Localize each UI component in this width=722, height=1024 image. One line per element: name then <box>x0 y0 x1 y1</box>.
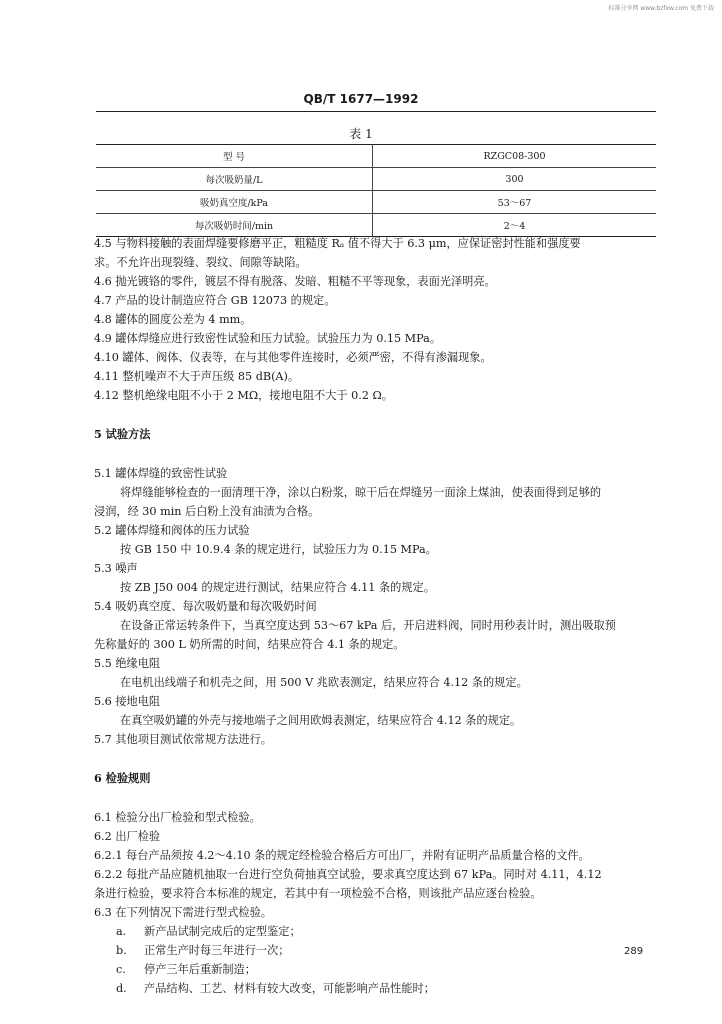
clause-4-5: 4.5 与物料接触的表面焊缝要修磨平正，粗糙度 Rₐ 值不得大于 6.3 μm，应保证密封性能和强度要 <box>94 237 581 250</box>
clause-4-11: 4.11 整机噪声不大于声压级 85 dB(A)。 <box>94 370 300 383</box>
list-item-label: b. <box>116 944 127 957</box>
clause-5-7: 5.7 其他项目测试依常规方法进行。 <box>94 733 272 746</box>
page-number: 289 <box>624 946 644 957</box>
clause-5-1: 5.1 罐体焊缝的致密性试验 <box>94 467 228 480</box>
header-rule <box>96 111 656 112</box>
table-caption: 表 1 <box>349 127 373 141</box>
list-item <box>94 960 660 979</box>
clause-5-4-text-cont: 先称量好的 300 L 奶所需的时间，结果应符合 4.1 条的规定。 <box>94 638 405 651</box>
clause-5-6: 5.6 接地电阻 <box>94 695 161 708</box>
clause-5-1-text: 将焊缝能够检查的一面清理干净，涂以白粉浆，晾干后在焊缝另一面涂上煤油，使表面得到足够的 <box>120 486 602 499</box>
table-cell-label: 每次吸奶量/L <box>96 168 373 191</box>
clause-4-10: 4.10 罐体、阀体、仪表等，在与其他零件连接时，必须严密，不得有渗漏现象。 <box>94 351 492 364</box>
list-item-label: d. <box>116 982 127 995</box>
clause-6-2-2-cont: 条进行检验，要求符合本标准的规定，若其中有一项检验不合格，则该批产品应逐台检验。 <box>94 887 542 900</box>
list-item-label: c. <box>116 963 126 976</box>
table-row <box>96 191 656 214</box>
list-item <box>94 922 660 941</box>
standard-number-header: QB/T 1677—1992 <box>303 92 419 106</box>
clause-5-1-text-cont: 浸润，经 30 min 后白粉上没有油渍为合格。 <box>94 505 320 518</box>
clause-6-2-1: 6.2.1 每台产品须按 4.2～4.10 条的规定经检验合格后方可出厂，并附有证明产品质量合格的文件。 <box>94 849 590 862</box>
watermark-text: 标准分享网 www.bzfxw.com 免费下载 <box>608 5 714 12</box>
table-cell-value: 2～4 <box>503 221 526 232</box>
list-item-text: 产品结构、工艺、材料有较大改变，可能影响产品性能时； <box>144 982 435 995</box>
clause-4-5-cont: 求。不允许出现裂缝、裂纹、间隙等缺陷。 <box>94 256 307 269</box>
clause-4-12: 4.12 整机绝缘电阻不小于 2 MΩ，接地电阻不大于 0.2 Ω。 <box>94 389 393 402</box>
list-item-label: a. <box>116 925 127 938</box>
table-cell-label: 每次吸奶时间/min <box>96 214 373 237</box>
clause-4-6: 4.6 抛光镀铬的零件，镀层不得有脱落、发暗、粗糙不平等现象，表面光泽明亮。 <box>94 275 496 288</box>
clause-5-3: 5.3 噪声 <box>94 562 138 575</box>
list-item-text: 正常生产时每三年进行一次； <box>144 944 290 957</box>
clause-4-8: 4.8 罐体的圆度公差为 4 mm。 <box>94 313 252 326</box>
clause-5-5-text: 在电机出线端子和机壳之间，用 500 V 兆欧表测定，结果应符合 4.12 条的规定。 <box>120 676 528 689</box>
table-cell-label: 型 号 <box>96 145 373 168</box>
clause-5-2-text: 按 GB 150 中 10.9.4 条的规定进行，试验压力为 0.15 MPa。 <box>120 543 437 556</box>
clause-5-3-text: 按 ZB J50 004 的规定进行测试，结果应符合 4.11 条的规定。 <box>120 581 435 594</box>
clause-4-9: 4.9 罐体焊缝应进行致密性试验和压力试验。试验压力为 0.15 MPa。 <box>94 332 442 345</box>
clause-6-2-2: 6.2.2 每批产品应随机抽取一台进行空负荷抽真空试验，要求真空度达到 67 kPa。同时对 4.11，4.12 <box>94 868 602 881</box>
document-body <box>94 234 660 998</box>
spec-table <box>96 144 656 237</box>
section-5-heading: 5 试验方法 <box>94 427 151 441</box>
clause-4-7: 4.7 产品的设计制造应符合 GB 12073 的规定。 <box>94 294 336 307</box>
table-cell-label: 吸奶真空度/kPa <box>96 191 373 214</box>
list-item <box>94 979 660 998</box>
clause-5-6-text: 在真空吸奶罐的外壳与接地端子之间用欧姆表测定，结果应符合 4.12 条的规定。 <box>120 714 522 727</box>
clause-5-4-text: 在设备正常运转条件下，当真空度达到 53～67 kPa 后，开启进料阀，同时用秒表计时，测出吸取预 <box>120 619 616 632</box>
table-row <box>96 145 656 168</box>
section-6-heading: 6 检验规则 <box>94 771 151 785</box>
list-item-text: 新产品试制完成后的定型鉴定； <box>144 925 301 938</box>
list-item-text: 停产三年后重新制造； <box>144 963 256 976</box>
clause-6-3: 6.3 在下列情况下需进行型式检验。 <box>94 906 272 919</box>
clause-6-2: 6.2 出厂检验 <box>94 830 161 843</box>
table-row <box>96 168 656 191</box>
clause-5-2: 5.2 罐体焊缝和阀体的压力试验 <box>94 524 250 537</box>
clause-5-5: 5.5 绝缘电阻 <box>94 657 161 670</box>
table-cell-value: RZGC08-300 <box>373 145 657 168</box>
list-item <box>94 941 660 960</box>
table-cell-value: 300 <box>373 168 657 191</box>
table-cell-value: 53～67 <box>373 191 657 214</box>
clause-5-4: 5.4 吸奶真空度、每次吸奶量和每次吸奶时间 <box>94 600 317 613</box>
clause-6-1: 6.1 检验分出厂检验和型式检验。 <box>94 811 261 824</box>
